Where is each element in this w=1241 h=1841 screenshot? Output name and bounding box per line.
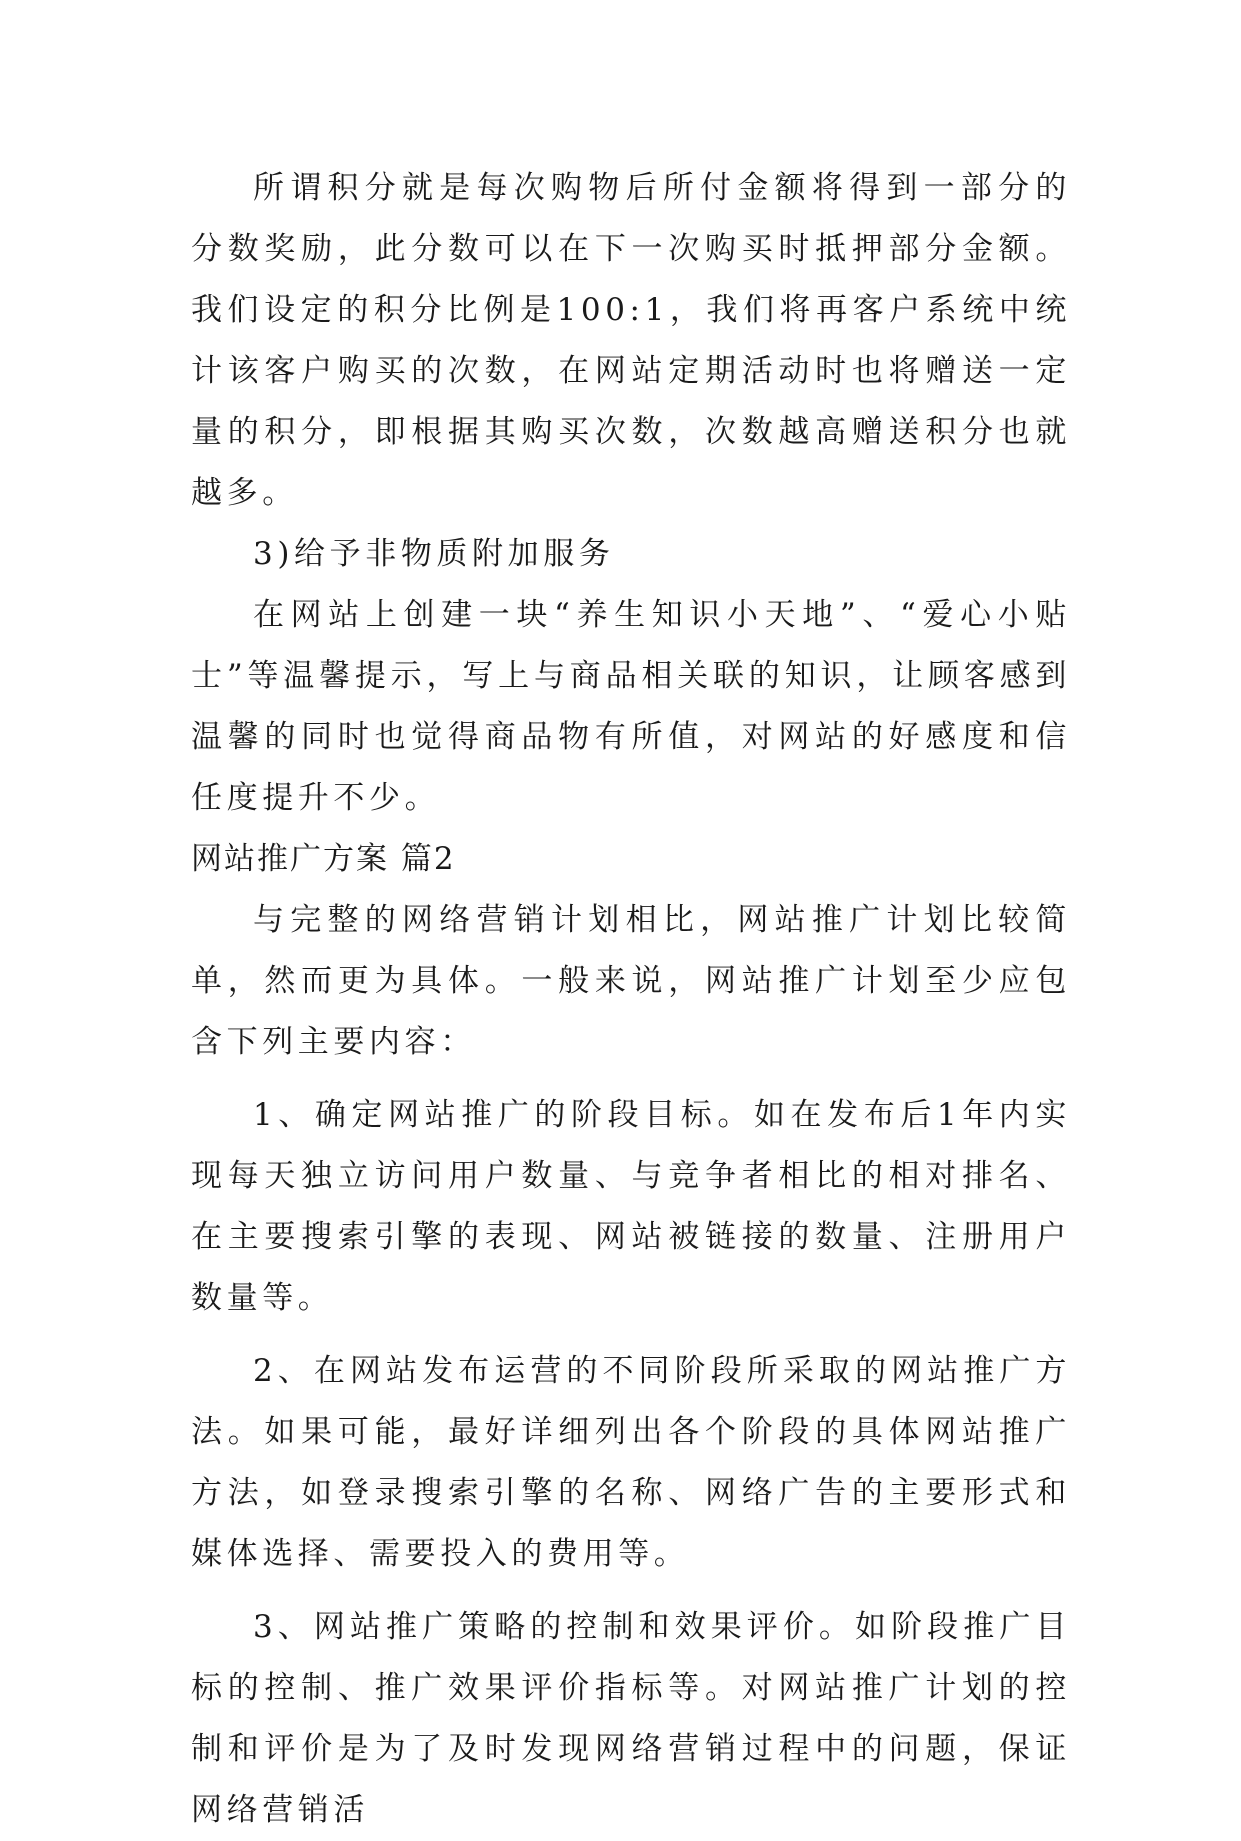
paragraph-points-definition: 所谓积分就是每次购物后所付金额将得到一部分的分数奖励，此分数可以在下一次购买时抵押部分金额。我们设定的积分比例是100:1，我们将再客户系统中统计该客户购买的次数，在网站定期活动时也将赠送一定量的积分，即根据其购买次数，次数越高赠送积分也就越多。 [191,170,1071,511]
section-heading: 网站推广方案 篇2 [191,841,456,877]
paragraph-item-2: 2、在网站发布运营的不同阶段所采取的网站推广方法。如果可能，最好详细列出各个阶段的具体网站推广方法，如登录搜索引擎的名称、网络广告的主要形式和媒体选择、需要投入的费用等。 [191,1353,1071,1572]
paragraph-non-material-service-heading: 3)给予非物质附加服务 [253,536,615,572]
paragraph-item-3: 3、网站推广策略的控制和效果评价。如阶段推广目标的控制、推广效果评价指标等。对网站推广计划的控制和评价是为了及时发现网络营销过程中的问题，保证网络营销活 [191,1609,1071,1828]
paragraph-health-tips: 在网站上创建一块“养生知识小天地”、“爱心小贴士”等温馨提示，写上与商品相关联的知识，让顾客感到温馨的同时也觉得商品物有所值，对网站的好感度和信任度提升不少。 [191,597,1071,816]
paragraph-item-1: 1、确定网站推广的阶段目标。如在发布后1年内实现每天独立访问用户数量、与竞争者相比的相对排名、在主要搜索引擎的表现、网站被链接的数量、注册用户数量等。 [191,1097,1071,1316]
document-body [191,158,1071,1841]
paragraph-plan-intro: 与完整的网络营销计划相比，网站推广计划比较简单，然而更为具体。一般来说，网站推广计划至少应包含下列主要内容： [191,902,1071,1060]
